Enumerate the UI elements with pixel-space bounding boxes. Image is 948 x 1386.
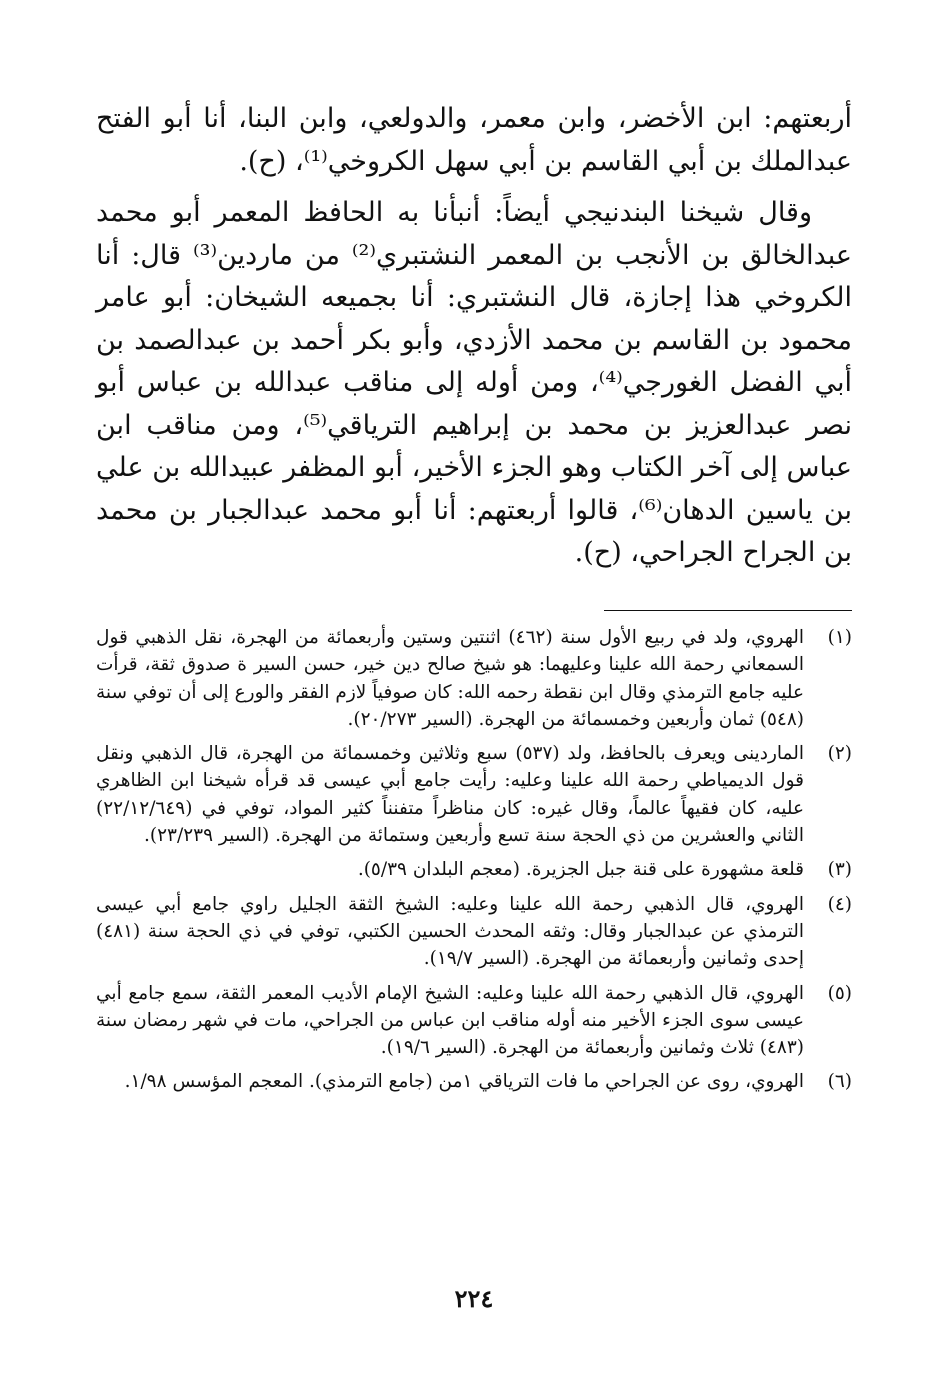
footnote-text: قلعة مشهورة على قنة جبل الجزيرة. (معجم البلدان ٥/٣٩).: [357, 859, 804, 881]
footnote-3: [96, 856, 852, 883]
footnote-text: الهروي، ولد في ربيع الأول سنة (٤٦٢) اثنتين وستين وأربعمائة من الهجرة، نقل الذهبي قول السمعاني رحمة الله علينا وعليهما: هو شيخ صالح دين خير، حسن السير ة صدوق ثقة، قرأت عليه جامع الترمذي وقال ابن نقطة رحمه الله: كان صوفياً لازم الفقر والورع إلى أن توفي سنة (٥٤٨) ثمان وأربعين وخمسمائة من الهجرة. (السير ٢٠/٢٧٣).: [96, 627, 804, 730]
footnote-4: [96, 891, 852, 973]
footnote-number: (٣): [827, 859, 852, 881]
main-text: [96, 98, 852, 575]
footnote-6: [96, 1068, 852, 1095]
page-number: ٢٢٤: [454, 1284, 494, 1313]
footnote-text: الهروي، روى عن الجراحي ما فات الترياقي ١من (جامع الترمذي). المعجم المؤسس ١/٩٨.: [124, 1071, 804, 1093]
footnotes: [96, 624, 852, 1103]
main-paragraph-1: أربعتهم: ابن الأخضر، وابن معمر، والدولعي، وابن البنا، أنا أبو الفتح عبدالملك بن أبي القاسم بن أبي سهل الكروخي⁽¹⁾، (ح).: [96, 103, 852, 177]
footnote-text: الهروي، قال الذهبي رحمة الله علينا وعليه: الشيخ الإمام الأديب المعمر الثقة، سمع جامع أبي عيسى سوى الجزء الأخير منه أوله مناقب ابن عباس من الجراحي، مات في شهر رمضان سنة (٤٨٣) ثلاث وثمانين وأربعمائة من الهجرة. (السير ١٩/٦).: [96, 982, 804, 1059]
footnote-number: (٤): [827, 893, 852, 915]
footnote-1: [96, 624, 852, 733]
footnote-number: (٢): [827, 743, 852, 765]
footnote-separator: [604, 610, 852, 611]
footnote-text: الهروي، قال الذهبي رحمة الله علينا وعليه: الشيخ الثقة الجليل راوي جامع أبي عيسى الترمذي عن عبدالجبار وقال: وثقه المحدث الحسين الكتبي، توفي في ذي الحجة سنة (٤٨١) إحدى وثمانين وأربعمائة من الهجرة. (السير ١٩/٧).: [96, 893, 804, 970]
main-paragraph-2: وقال شيخنا البندنيجي أيضاً: أنبأنا به الحافظ المعمر أبو محمد عبدالخالق بن الأنجب بن المعمر النشتبري⁽²⁾ من ماردين⁽³⁾ قال: أنا الكروخي هذا إجازة، قال النشتبري: أنا بجميعه الشيخان: أبو عامر محمود بن القاسم بن محمد الأزدي، وأبو بكر أحمد بن عبدالصمد بن أبي الفضل الغورجي⁽⁴⁾، ومن أوله إلى مناقب عبدالله بن عباس أبو نصر عبدالعزيز بن محمد بن إبراهيم الترياقي⁽⁵⁾، ومن مناقب ابن عباس إلى آخر الكتاب وهو الجزء الأخير، أبو المظفر عبيدالله بن علي بن ياسين الدهان⁽⁶⁾، قالوا أربعتهم: أنا أبو محمد عبدالجبار بن محمد بن الجراح الجراحي، (ح).: [96, 197, 853, 568]
footnote-5: [96, 980, 852, 1062]
footnote-number: (١): [827, 627, 852, 648]
footnote-number: (٦): [827, 1071, 852, 1093]
footnote-2: [96, 740, 852, 849]
footnote-number: (٥): [827, 982, 852, 1004]
footnote-text: الماردينى ويعرف بالحافظ، ولد (٥٣٧) سبع وثلاثين وخمسمائة من الهجرة، قال الذهبي ونقل قول الديمياطي رحمة الله علينا وعليه: رأيت جامع أبي عيسى قد قرأه شيخنا ابن الظاهري عليه، كان فقيهاً عالماً، وقال غيره: كان مناظراً متفنناً كثير المواد، توفي في (٢٢/١٢/٦٤٩) الثاني والعشرين من ذي الحجة سنة تسع وأربعين وستمائة من الهجرة. (السير ٢٣/٢٣٩).: [96, 743, 804, 847]
